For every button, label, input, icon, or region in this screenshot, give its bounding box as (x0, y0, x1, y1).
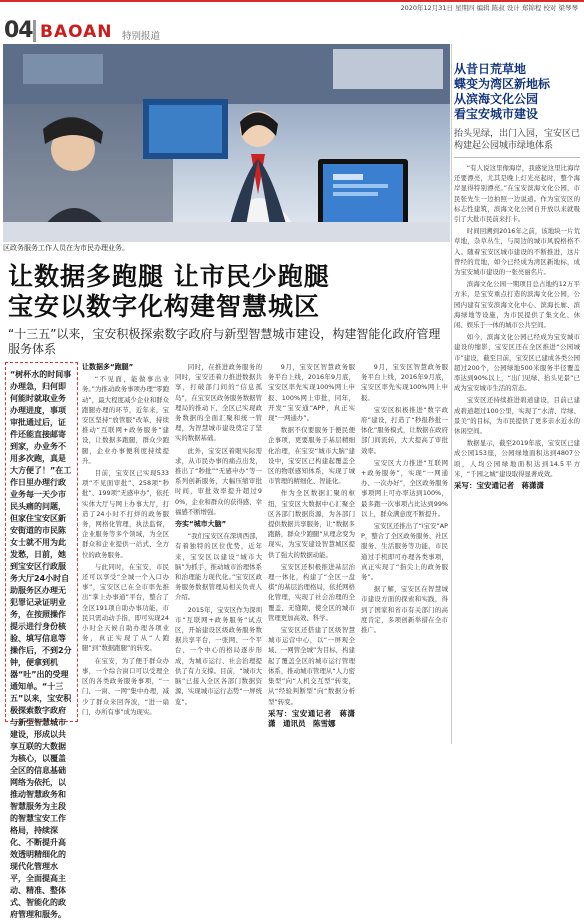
header-rule (0, 0, 584, 2)
paragraph: 9月，宝安区智慧政务服务平台上线，2016年9月底，宝安区率先实现100%网上申报。 (361, 363, 448, 402)
paragraph: 宝安区还推出了“i宝安”APP，整合了全区政务服务、社区服务、生活服务等功能，市民通过手机即可办理各类事项，真正实现了“指尖上的政务服务”。 (361, 522, 448, 582)
paragraph: “有人说这里像海岸，我感觉这里比海岸还要漂亮，尤其是晚上灯光亮起时，整个海岸显得特别漂亮。”在宝安滨海文化公园，市民张先生一边拍照一边说道。作为宝安区的标志性建筑，滨海文化公园自开放以来就吸引了大批市民前来打卡。 (454, 164, 580, 224)
paragraph: 数据显示，截至2019年底，宝安区已建成公园153座，公园绿地面积达到4807公顷，人均公园绿地面积达到14.5平方米，“千园之城”建设取得显著成效。 (454, 439, 580, 478)
paragraph: 滨海文化公园一期项目总占地约12万平方米，是宝安重点打造的滨海文化公园，公园内建有宝安滨海文化中心、滨海长廊、滨海绿地等设施，为市民提供了集文化、休闲、娱乐于一体的城市公共空间。 (454, 280, 580, 330)
header-divider (33, 20, 36, 42)
page-number: 04 (4, 18, 33, 43)
paragraph: 9月，宝安区智慧政务服务平台上线，2016年9月底，宝安区率先实现100%网上申报、100%网上审批，同年，开发“宝安通”APP，真正实现“一网通办”。 (268, 363, 355, 423)
paragraph: 宝安区大力推进“互联网+政务服务”，实现“一网通办、一次办好”，全区政务服务事项网上可办率达到100%，最多跑一次事项占比达到99%以上，群众满意度不断提升。 (361, 458, 448, 518)
headline-line-1: 让数据多跑腿 让市民少跑腿 (8, 262, 330, 291)
paragraph: 目前，宝安区已实现533项“不见面审批”、258项“秒批”、199项“无感申办”，依托实体大厅与网上办事大厅，打造了24小时不打烊的政务服务，网格化管理，执法监督，企业服务等多个领域，为全区群众和企业提供一站式、全方位的政务服务。 (82, 469, 169, 559)
headline-line-2: 宝安以数字化构建智慧城区 (8, 292, 321, 321)
section-title: BAOAN (40, 22, 113, 42)
article-headline (8, 262, 330, 322)
article-credit: 采写：宝安通记者 蒋潇潇 通讯员 陈雪娜 (268, 708, 355, 728)
article-column-1 (82, 362, 169, 719)
sidebar-body (454, 163, 580, 491)
paragraph: 2015年，宝安区作为深圳市“互联网+政务服务”试点区，开始建设区级政务服务数据共享平台，一张网、一个平台、一个中心的格局逐步形成，为城市运行、社会治理提供了有力支撑。目前，“城市大脑”已接入全区各部门数据资源，实现城市运行态势“一屏统览”。 (175, 605, 262, 706)
sidebar-title-line: 蝶变为湾区新地标 (454, 77, 551, 91)
sidebar-credit: 采写：宝安通记者 蒋潇潇 (454, 481, 544, 491)
paragraph: 数据不仅要服务于便民便企事项，更要服务于基层精细化治理，在宝安“城市大脑”建设中，宝安区已构建起覆盖全区的物联感知体系，实现了城市管理的精细化、智能化。 (268, 426, 355, 486)
paragraph: 在宝安，为了便于群众办事，一个综合窗口可以受理全区的各类政务服务事项，“一门、一窗、一网”集中办理，减少了群众来回奔波，“进一扇门，办所有事”成为现实。 (82, 656, 169, 716)
paragraph: “我们宝安区在深圳西部，有着独特的区位优势，近年来，宝安区以建设“城市大脑”为抓手，推动城市治理体系和治理能力现代化。”宝安区政务服务数据管理局相关负责人介绍。 (175, 532, 262, 602)
column-subhead: 夯实“城市大脑” (175, 520, 227, 529)
paragraph: 作为全区数据汇聚的枢纽，宝安区大数据中心汇聚全区各部门数据资源，为各部门提供数据共享服务，让“数据多跑路，群众少跑腿”从理念变为现实，为宝安建设智慧城区提供了强大的数据动能。 (268, 489, 355, 559)
sidebar-title-line: 从滨海文化公园 (454, 92, 539, 106)
article-column-4 (361, 362, 448, 637)
sidebar-title (454, 62, 580, 122)
paragraph: 与此同时，在宝安，市民还可以享受“全城一个入口办事”，宝安区已在全市率先推出“掌上办事通”平台，整合了全区191项自助办事功能，市民只需动动手指，即可实现24小时全天候自助办理各项业务，真正实现了从“人跑腿”到“数据跑腿”的转变。 (82, 562, 169, 653)
sidebar-subtitle: 抬头见绿，出门入园，宝安区已构建起公园城市绿地体系 (454, 129, 581, 151)
paragraph: 宝安区还持续推进碧道建设，目前已建成碧道超过100公里，实现了“水清、岸绿、景美”的目标，为市民提供了更多亲水近水的休闲空间。 (454, 396, 580, 436)
paragraph: 此外，宝安区着眼实际需求，从市民办事的痛点出发，推出了“秒批”“无感申办”等一系列创新服务，大幅压缩审批时间，审批效率提升超过90%，企业和群众的获得感、幸福感不断增强。 (175, 446, 262, 516)
sidebar-rule (454, 157, 580, 158)
paragraph: “不见面，能做事出业务。”为推动政务事项办理“零跑动”，最大程度减少企业和群众跑腿办理的环节，近年来，宝安区坚持“放管服”改革，持续推动“互联网+政务服务”建设，让数据多跑腿，群众少跑腿，企业办事便利度持续提升。 (82, 375, 169, 465)
sidebar-title-line: 看宝安城市建设 (454, 107, 539, 121)
paragraph: 同时，在推进政务服务的同时，宝安还着力推进数据共享，打破部门间的“信息孤岛”，在宝安区政务服务数据管理局的推动下，全区已实现政务数据的全面汇聚和统一管理，为智慧城市建设奠定了坚实的数据基础。 (175, 363, 262, 443)
paragraph: 如今，滨海文化公园已经成为宝安城市建设的缩影，宝安区还在全区推进“公园城市”建设，截至目前，宝安区已建成各类公园超过200个，公园绿地500米服务半径覆盖率达到90%以上，“出门见绿、抬头见景”已成为宝安城市生活的常态。 (454, 333, 580, 393)
article-intro: “十三五”以来，宝安积极探索数字政府与新型智慧城市建设，构建智能化政府管理服务体系 (8, 327, 441, 356)
issue-meta: 2020年12月31日 星期四 编辑 陈叔 设计 郑锦程 校对 梁琴琴 (400, 4, 578, 12)
paragraph: 据了解，宝安区在智慧城市建设方面的探索和实践，得到了国家和省市有关部门的高度肯定，多项创新举措在全市推广。 (361, 585, 448, 635)
column-divider (451, 44, 452, 744)
article-column-2 (175, 362, 262, 709)
lead-box (5, 362, 78, 919)
service-hall-illustration (3, 44, 450, 242)
article-column-3 (268, 362, 355, 731)
news-photo (3, 44, 450, 242)
photo-caption: 区政务服务工作人员在为市民办理业务。 (3, 244, 129, 252)
sidebar-title-line: 从昔日荒草地 (454, 62, 527, 76)
paragraph: 宝安区积极推进“数字政府”建设，打造了“秒报秒批一体化”服务模式，让数据在政府部门间流转，大大提高了审批效率。 (361, 405, 448, 455)
column-subhead: 让数据多“跑腿” (82, 363, 134, 371)
section-subtitle: 特别报道 (122, 31, 161, 42)
sidebar-story (454, 62, 580, 493)
paragraph: 宝安区还搭建了区级智慧城市运营中心，以“一屏观全域、一网管全城”为目标，构建起了覆盖全区的城市运行管理体系，推动城市管理从“人力密集型”向“人机交互型”转变，从“经验判断型”向“数据分析型”转变。 (268, 626, 355, 706)
paragraph: 时间回溯到2016年之前，该地块一片荒草地，杂草丛生，与周边的城市风貌格格不入。随着宝安区城市建设的不断推进，这片曾经的荒地，如今已经成为湾区新地标，成为宝安城市建设的一张亮丽名片。 (454, 227, 580, 277)
lead-text: “树杯水的时间事办理急，归何即何能时就取业务办理进度，事项审批通过后，证件还能直接邮寄到家，办业务不用多次跑，真是大方便了！”在工作日里办理行政业务每一天少市民头痛的问题，但家住宝安区新安街道的市民陈女士就不用为此发愁，日前，她到宝安区行政服务大厅24小时自助服务区办理无犯罪记录证明业务，在按照操作提示进行身份核验、填写信息等操作后，不到2分钟，便拿到机器“吐”出的受理通知单。“十三五”以来，宝安积极探索数字政府与新型智慧城市建设，形成以共享互联的大数据为核心，以覆盖全区的信息基础网络为依托，以推动智慧政务和智慧服务为主段的智慧宝安工作格局，持续深化、不断提升高效透明精细化的现代化管理水平，全面提高主动、精准、整体式、智能化的政府管理和服务。 (10, 370, 72, 919)
paragraph: 宝安区还积极推进基层治理一体化，构建了“全区一盘棋”的基层治理格局，依托网格化管理，实现了社会治理的全覆盖、无缝隙，使全区的城市管理更加高效、科学。 (268, 562, 355, 622)
